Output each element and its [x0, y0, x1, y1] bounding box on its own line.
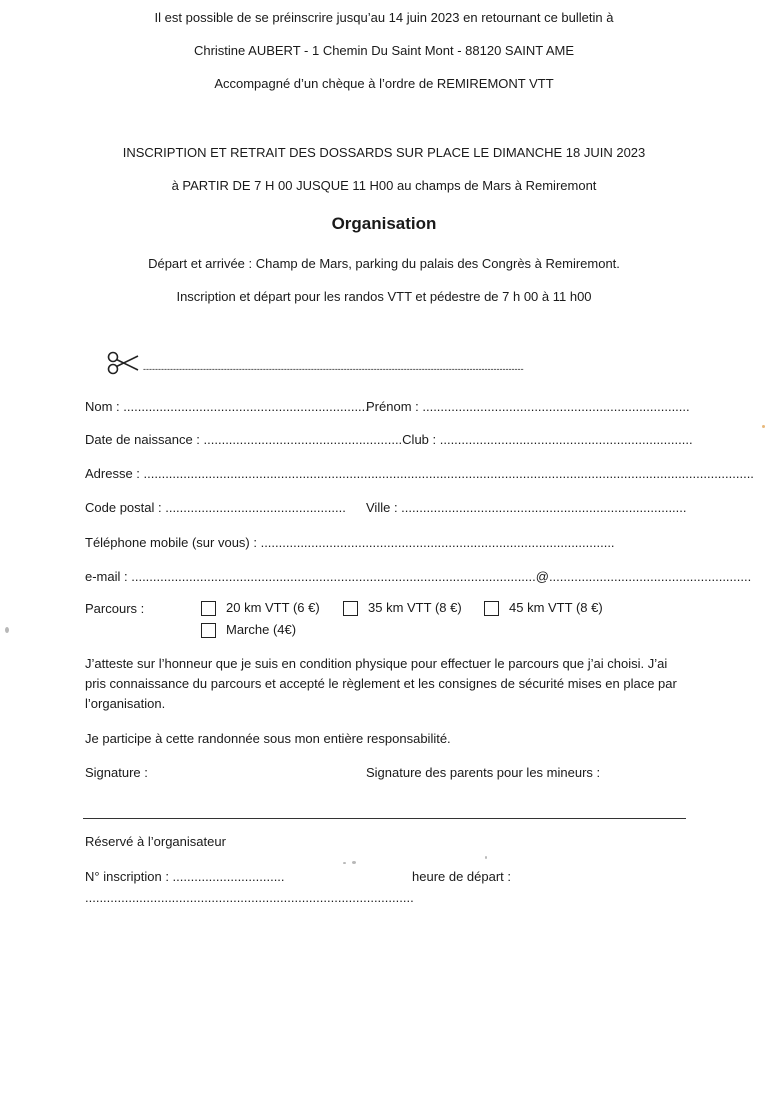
separator-line: [83, 818, 686, 819]
heure-depart-label: heure de départ :: [412, 869, 512, 884]
option-label: 20 km VTT (6 €): [226, 600, 320, 615]
reserve-dots-line: ...........................................................................................: [85, 890, 414, 905]
checkbox[interactable]: [201, 601, 216, 616]
option-label: Marche (4€): [226, 622, 297, 637]
attestation-text: J’atteste sur l’honneur que je suis en condition physique pour effectuer le parcours que j’ai choisi. J’ai pris connaissance du parcours et accepté le règlement et les consignes de sécurité mises en place par l’organisation.: [85, 656, 677, 711]
field-nom[interactable]: Nom : ....................................................................: [85, 399, 369, 414]
checkbox[interactable]: [343, 601, 358, 616]
header-line-5: à PARTIR DE 7 H 00 JUSQUE 11 H00 au champs de Mars à Remiremont: [171, 178, 597, 193]
responsabilite-text: Je participe à cette randonnée sous mon entière responsabilité.: [85, 731, 451, 746]
checkbox[interactable]: [201, 623, 216, 638]
scissors-icon: [106, 350, 140, 379]
option-45km[interactable]: [484, 600, 603, 616]
header-line-2: Christine AUBERT - 1 Chemin Du Saint Mont - 88120 SAINT AME: [193, 43, 575, 58]
field-email[interactable]: e-mail : ................................................................................................................@........................................................: [85, 569, 752, 584]
header-line-1: Il est possible de se préinscrire jusqu’au 14 juin 2023 en retournant ce bulletin à: [154, 10, 614, 25]
option-35km[interactable]: [343, 600, 462, 616]
scan-speck: [762, 425, 765, 428]
field-prenom[interactable]: Prénom : ..........................................................................: [366, 399, 690, 414]
organisation-depart: Départ et arrivée : Champ de Mars, parking du palais des Congrès à Remiremont.: [148, 256, 620, 271]
option-20km[interactable]: [201, 600, 320, 616]
scan-speck: [485, 856, 487, 859]
scan-speck: [343, 862, 346, 864]
option-label: 45 km VTT (8 €): [509, 600, 603, 615]
option-label: 35 km VTT (8 €): [368, 600, 462, 615]
header-line-4: INSCRIPTION ET RETRAIT DES DOSSARDS SUR PLACE LE DIMANCHE 18 JUIN 2023: [122, 145, 646, 160]
field-adresse[interactable]: Adresse : .........................................................................................................................................................................: [85, 466, 754, 481]
field-naissance-club[interactable]: Date de naissance : .......................................................Club : ......................................................................: [85, 432, 693, 447]
field-ville[interactable]: Ville : ...............................................................................: [366, 500, 687, 515]
field-inscription[interactable]: N° inscription : ...............................: [85, 869, 285, 884]
parcours-label: Parcours :: [85, 601, 145, 616]
signature-parents-label: Signature des parents pour les mineurs :: [366, 765, 601, 780]
field-telephone[interactable]: Téléphone mobile (sur vous) : ..................................................................................................: [85, 535, 615, 550]
field-code-postal[interactable]: Code postal : ..................................................: [85, 500, 346, 515]
reserve-title: Réservé à l’organisateur: [85, 834, 226, 849]
organisation-title: Organisation: [331, 214, 437, 233]
organisation-horaires: Inscription et départ pour les randos VTT et pédestre de 7 h 00 à 11 h00: [176, 289, 592, 304]
scan-speck: [5, 627, 9, 633]
signature-label: Signature :: [85, 765, 148, 780]
scan-speck: [352, 861, 356, 864]
cut-line: -------------------------------------------------------------------------------------------------------------------------------: [143, 364, 524, 374]
header-line-3: Accompagné d’un chèque à l’ordre de REMIREMONT VTT: [214, 76, 554, 91]
checkbox[interactable]: [484, 601, 499, 616]
option-marche[interactable]: [201, 622, 296, 638]
